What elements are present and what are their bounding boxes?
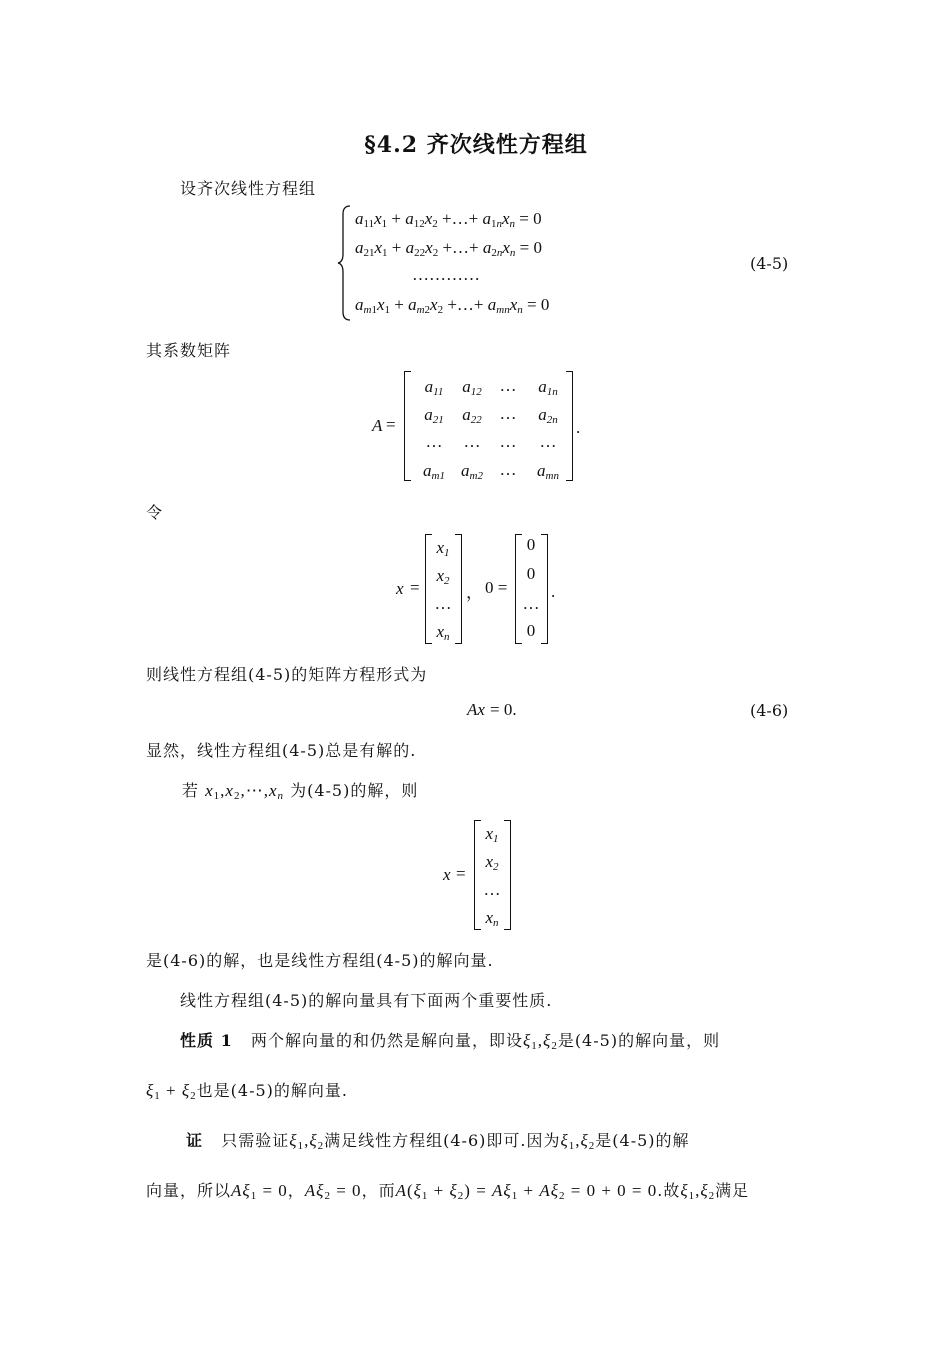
property-1: 性质 1 两个解向量的和仍然是解向量，即设$\xi_1,\xi_2$是(4-5)的解向量，则 bbox=[180, 1031, 721, 1052]
paragraph-if-solution: 若 $x_1,x_2,\cdots,x_n$ 为(4-5)的解，则 bbox=[182, 781, 419, 802]
left-brace bbox=[336, 204, 352, 322]
proof-line-1: 证 只需验证$\xi_1,\xi_2$满足线性方程组(4-6)即可.因为$\xi_1,\xi_2$是(4-5)的解 bbox=[186, 1131, 690, 1152]
paragraph-matrix-form: 则线性方程组(4-5)的矩阵方程形式为 bbox=[146, 665, 428, 684]
paragraph-coefficient-matrix: 其系数矩阵 bbox=[146, 341, 232, 360]
paragraph-intro: 设齐次线性方程组 bbox=[180, 179, 317, 198]
equation-row-1: $a_{11}x_1 + a_{12}x_2$ +…+ $a_{1n}x_n = 0$ bbox=[355, 209, 542, 230]
property-1-cont: $\xi_1 + \xi_2$也是(4-5)的解向量. bbox=[146, 1081, 348, 1102]
equation-number-4-5: (4-5) bbox=[750, 254, 789, 273]
paragraph-obvious: 显然，线性方程组(4-5)总是有解的. bbox=[146, 741, 417, 760]
equation-row-2: $a_{21}x_1 + a_{22}x_2$ +…+ $a_{2n}x_n = 0$ bbox=[355, 238, 543, 259]
proof-line-2: 向量，所以$A\xi_1 = 0$，$A\xi_2 = 0$，而$A(\xi_1 + \xi_2) = A\xi_1 + A\xi_2 = 0 + 0 = 0$.故$\xi_1,\xi_2$满足 bbox=[146, 1181, 750, 1202]
equation-number-4-6: (4-6) bbox=[750, 701, 789, 720]
paragraph-properties: 线性方程组(4-5)的解向量具有下面两个重要性质. bbox=[180, 991, 553, 1010]
equation-row-m: $a_{m1}x_1 + a_{m2}x_2$ +…+ $a_{mn}x_n = 0$ bbox=[355, 295, 550, 316]
page-title: §4.2 齐次线性方程组 bbox=[364, 132, 588, 158]
paragraph-let: 令 bbox=[146, 503, 164, 522]
paragraph-is-solution: 是(4-6)的解，也是线性方程组(4-5)的解向量. bbox=[146, 951, 494, 970]
equation-row-dots: ………… bbox=[412, 265, 480, 284]
